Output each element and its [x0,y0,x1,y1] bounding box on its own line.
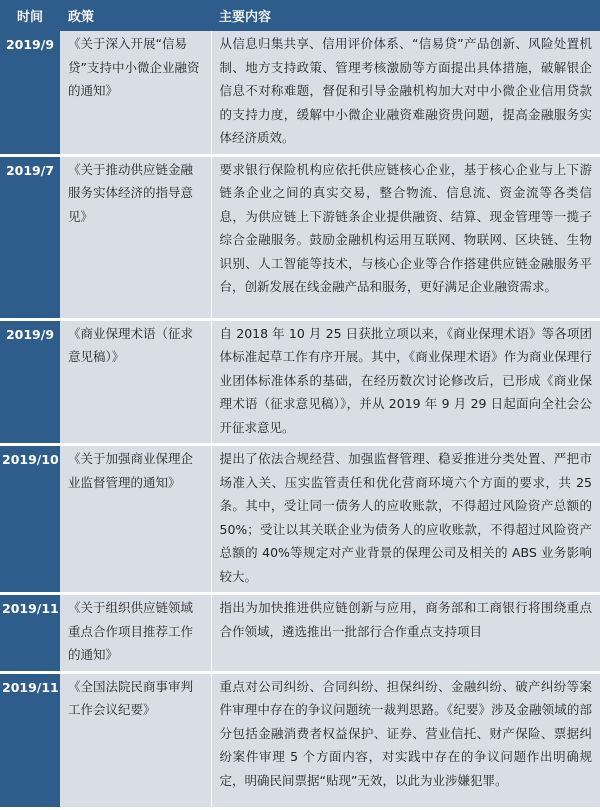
row-content: 自 2018 年 10 月 25 日获批立项以来，《商业保理术语》等各项团体标准起草工作有序开展。其中，《商业保理术语》作为商业保理行业团体标准体系的基础，在经历数次讨论修改后，已形成《商业保理术语（征求意见稿）》，并从 2019 年 9 月 29 日起面向全社会公开征求意见。 [211,319,600,445]
table-row [0,31,600,155]
row-content: 从信息归集共享、信用评价体系、“信易贷”产品创新、风险处置机制、地方支持政策、管理考核激励等方面提出具体措施，破解银企信息不对称难题，督促和引导金融机构加大对中小微企业信用贷款的支持力度，缓解中小微企业融资难融资贵问题，提高金融服务实体经济质效。 [211,31,600,155]
row-date: 2019/11 [0,672,60,808]
header-date: 时间 [0,0,60,31]
row-date: 2019/11 [0,594,60,673]
table-row [0,672,600,808]
row-content: 重点对公司纠纷、合同纠纷、担保纠纷、金融纠纷、破产纠纷等案件审理中存在的争议问题统一裁判思路。《纪要》涉及金融领域的部分包括金融消费者权益保护、证券、营业信托、财产保险、票据纠纷案件审理 5 个方面内容，对实践中存在的争议问题作出明确规定，明确民间票据“贴现”无效，以此为业涉嫌犯罪。 [211,672,600,808]
row-policy: 《关于组织供应链领域重点合作项目推荐工作的通知》 [60,594,211,673]
row-date: 2019/9 [0,319,60,445]
header-content: 主要内容 [211,0,600,31]
row-policy: 《关于深入开展“信易贷”支持中小微企业融资的通知》 [60,31,211,155]
row-date: 2019/9 [0,31,60,155]
row-policy: 《关于推动供应链金融服务实体经济的指导意见》 [60,155,211,319]
table-header-row [0,0,600,31]
row-policy: 《商业保理术语（征求意见稿）》 [60,319,211,445]
row-content: 提出了依法合规经营、加强监督管理、稳妥推进分类处置、严把市场准入关、压实监管责任和优化营商环境六个方面的要求，共 25 条。其中，受让同一债务人的应收账款，不得超过风险资产总额的 50%；受让以其关联企业为债务人的应收账款，不得超过风险资产总额的 40%等规定对产业背景的保理公司及相关的 ABS 业务影响较大。 [211,445,600,594]
row-content: 要求银行保险机构应依托供应链核心企业，基于核心企业与上下游链条企业之间的真实交易，整合物流、信息流、资金流等各类信息，为供应链上下游链条企业提供融资、结算、现金管理等一揽子综合金融服务。鼓励金融机构运用互联网、物联网、区块链、生物识别、人工智能等技术，与核心企业等合作搭建供应链金融服务平台，创新发展在线金融产品和服务，更好满足企业融资需求。 [211,155,600,319]
table-row [0,594,600,673]
row-date: 2019/10 [0,445,60,594]
table-row [0,445,600,594]
row-policy: 《全国法院民商事审判工作会议纪要》 [60,672,211,808]
row-date: 2019/7 [0,155,60,319]
table-row [0,155,600,319]
header-policy: 政策 [60,0,211,31]
table-row [0,319,600,445]
row-policy: 《关于加强商业保理企业监督管理的通知》 [60,445,211,594]
row-content: 指出为加快推进供应链创新与应用，商务部和工商银行将围绕重点合作领域，遴选推出一批部行合作重点支持项目 [211,594,600,673]
